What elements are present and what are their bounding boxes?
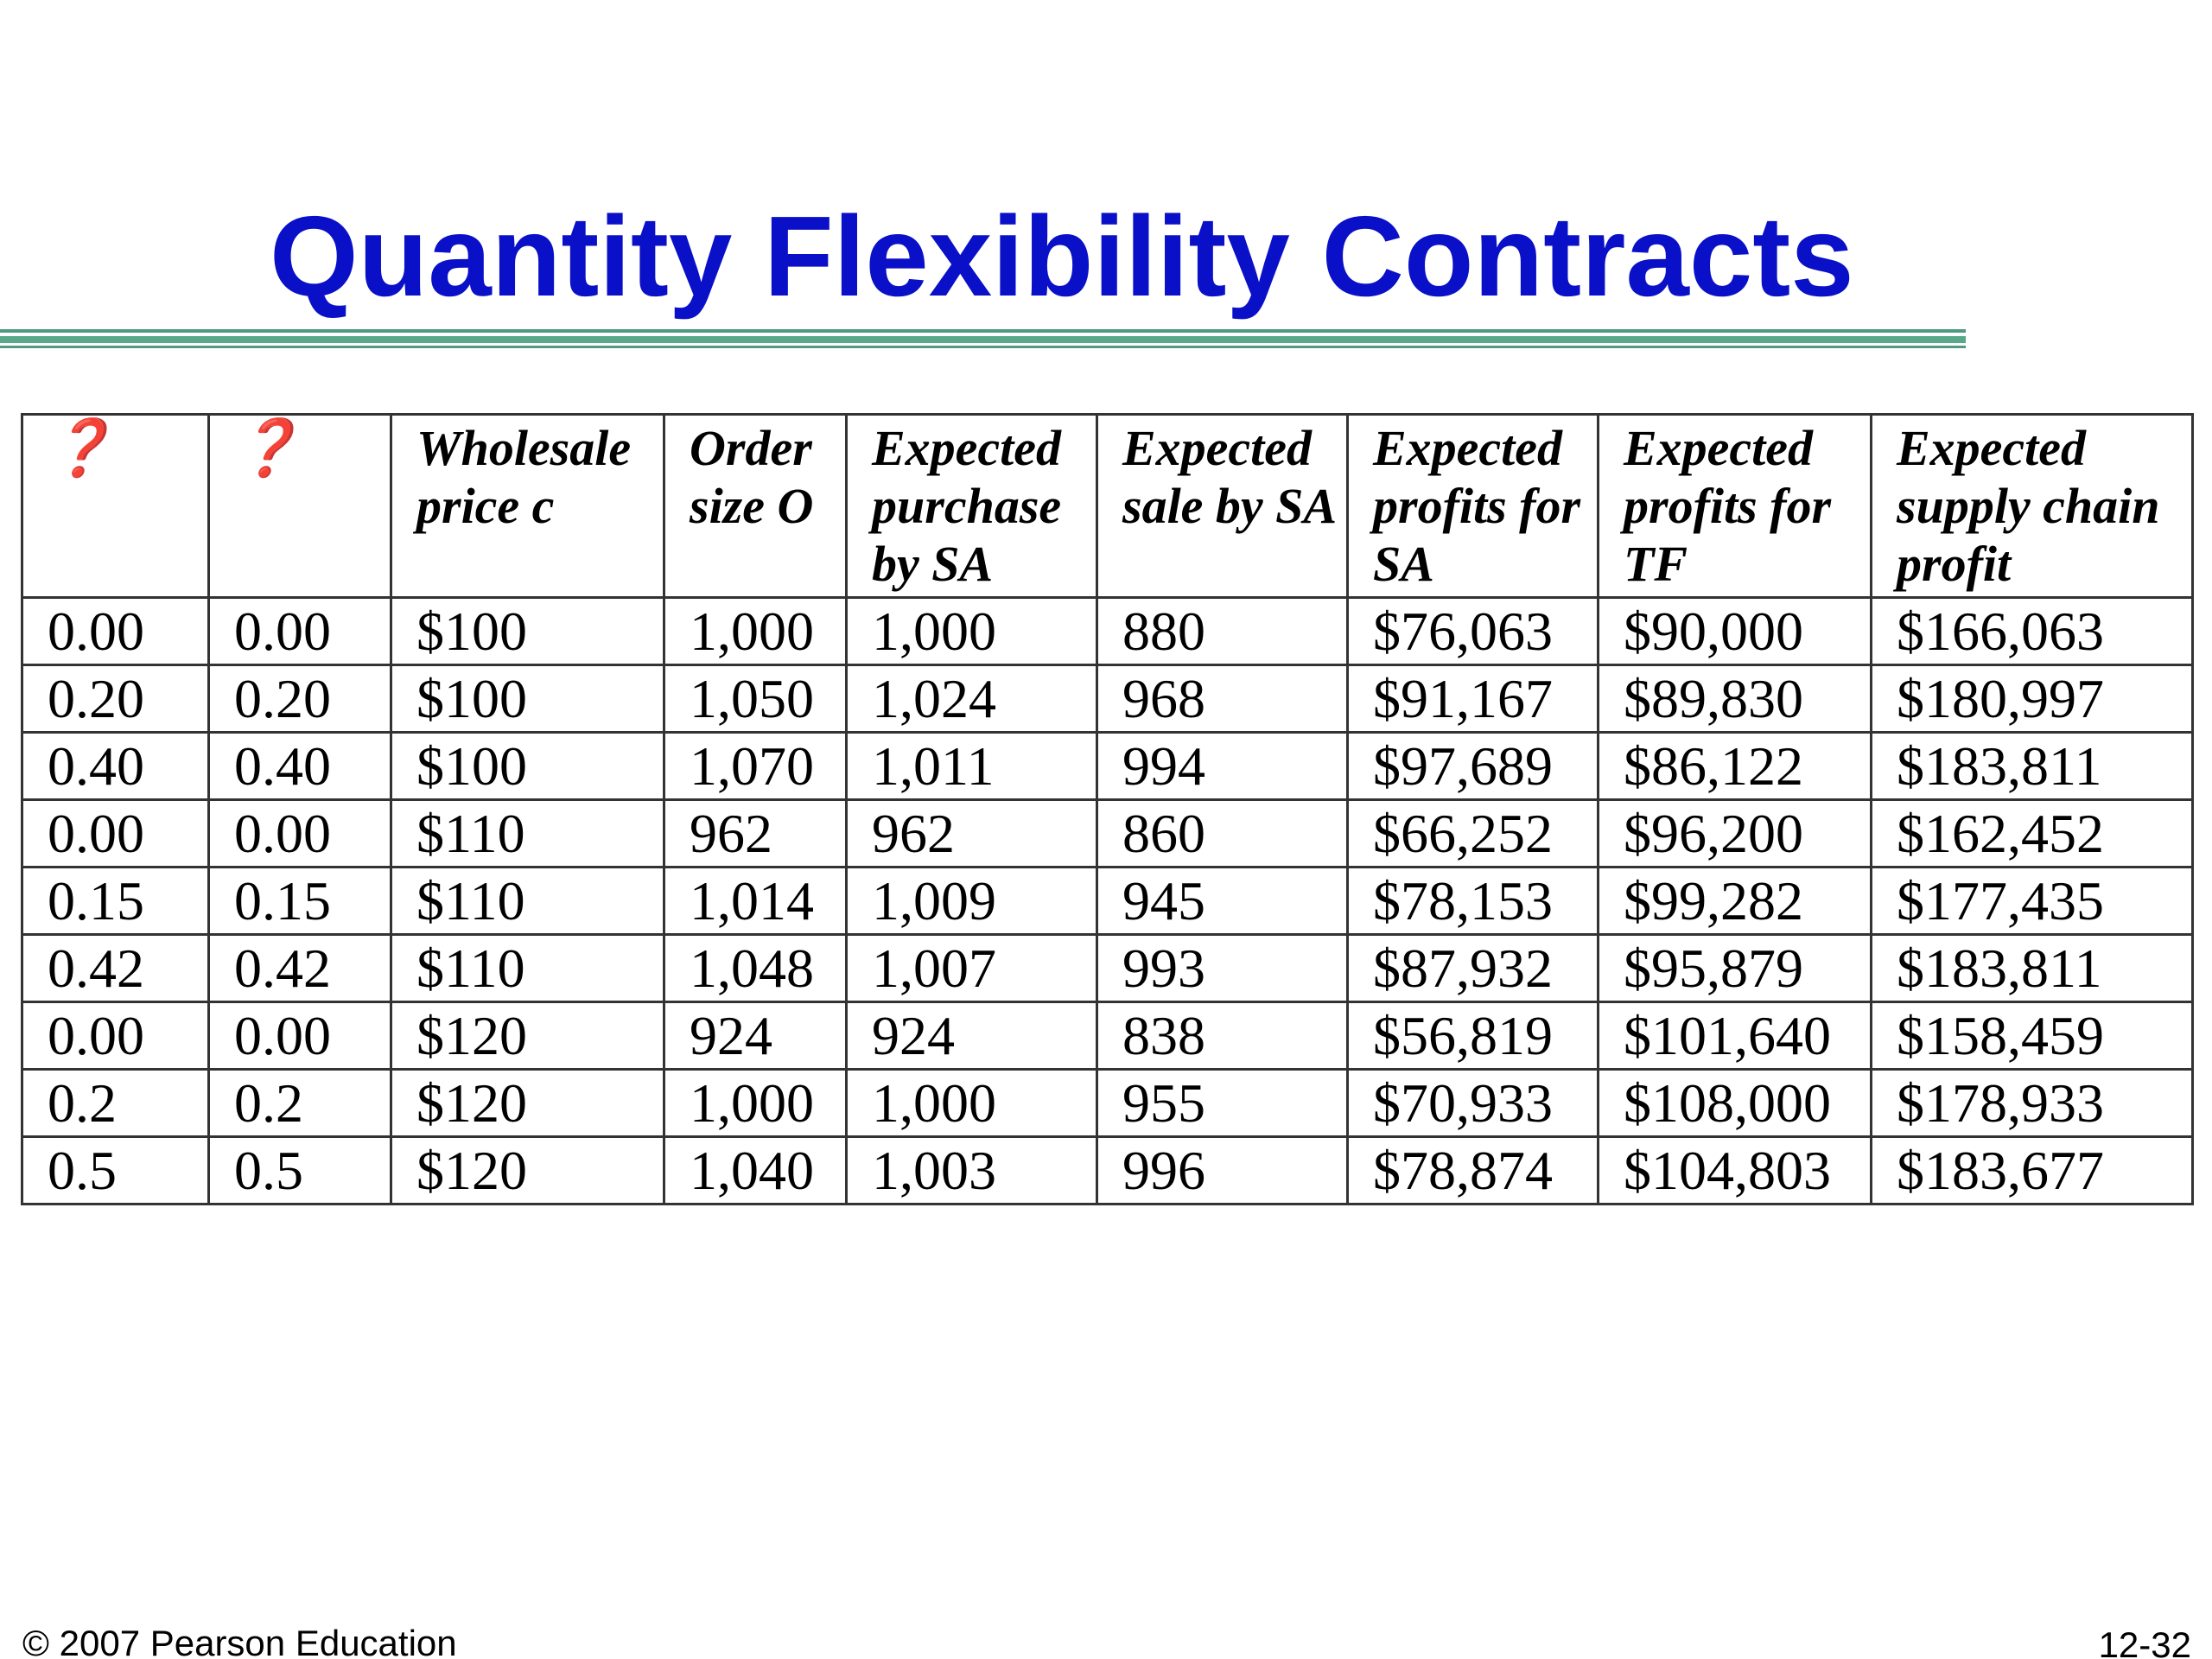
cell-beta: 0.42 [209,935,391,1002]
cell-wholesale-price: $100 [391,598,664,665]
cell-beta: 0.5 [209,1137,391,1205]
cell-order-size: 1,050 [664,665,847,733]
cell-profits-sa: $78,153 [1348,868,1599,935]
cell-profits-tf: $90,000 [1599,598,1872,665]
cell-alpha: 0.00 [22,598,209,665]
contract-results-table [21,413,2194,1205]
cell-expected-purchase: 1,003 [847,1137,1097,1205]
cell-supply-chain-profit: $180,997 [1872,665,2193,733]
cell-profits-tf: $95,879 [1599,935,1872,1002]
cell-beta: 0.40 [209,733,391,800]
table-row [22,800,2193,868]
cell-expected-sale: 996 [1097,1137,1348,1205]
cell-expected-sale: 968 [1097,665,1348,733]
cell-beta: 0.20 [209,665,391,733]
cell-profits-sa: $66,252 [1348,800,1599,868]
cell-expected-purchase: 1,000 [847,598,1097,665]
cell-profits-sa: $91,167 [1348,665,1599,733]
title-divider-line [0,336,1966,343]
cell-profits-sa: $87,932 [1348,935,1599,1002]
cell-order-size: 1,000 [664,598,847,665]
cell-profits-sa: $70,933 [1348,1070,1599,1137]
column-header-expected-sale: Expected sale by SA [1097,415,1348,598]
cell-beta: 0.00 [209,1002,391,1070]
cell-alpha: 0.2 [22,1070,209,1137]
title-divider-line [0,346,1966,348]
cell-wholesale-price: $120 [391,1070,664,1137]
cell-beta: 0.00 [209,598,391,665]
cell-expected-sale: 880 [1097,598,1348,665]
table-row [22,598,2193,665]
cell-wholesale-price: $120 [391,1002,664,1070]
cell-order-size: 1,040 [664,1137,847,1205]
cell-wholesale-price: $120 [391,1137,664,1205]
cell-alpha: 0.15 [22,868,209,935]
table-row [22,935,2193,1002]
cell-alpha: 0.40 [22,733,209,800]
cell-alpha: 0.20 [22,665,209,733]
table-row [22,868,2193,935]
table-row [22,665,2193,733]
cell-beta: 0.15 [209,868,391,935]
cell-expected-sale: 945 [1097,868,1348,935]
table-header-row [22,415,2193,598]
cell-supply-chain-profit: $177,435 [1872,868,2193,935]
cell-beta: 0.2 [209,1070,391,1137]
column-header-wholesale-price: Wholesale price c [391,415,664,598]
cell-order-size: 1,000 [664,1070,847,1137]
cell-expected-sale: 860 [1097,800,1348,868]
cell-expected-purchase: 924 [847,1002,1097,1070]
cell-wholesale-price: $100 [391,665,664,733]
cell-order-size: 962 [664,800,847,868]
cell-profits-tf: $108,000 [1599,1070,1872,1137]
cell-alpha: 0.00 [22,1002,209,1070]
cell-expected-purchase: 1,024 [847,665,1097,733]
cell-supply-chain-profit: $158,459 [1872,1002,2193,1070]
column-header-expected-purchase: Expected purchase by SA [847,415,1097,598]
cell-expected-purchase: 962 [847,800,1097,868]
slide-number: 12-32 [2098,1624,2191,1659]
column-header-beta: ❓ [209,415,391,598]
cell-profits-sa: $56,819 [1348,1002,1599,1070]
cell-order-size: 1,070 [664,733,847,800]
cell-supply-chain-profit: $166,063 [1872,598,2193,665]
cell-profits-sa: $78,874 [1348,1137,1599,1205]
table-row [22,1137,2193,1205]
cell-order-size: 924 [664,1002,847,1070]
cell-order-size: 1,048 [664,935,847,1002]
cell-alpha: 0.5 [22,1137,209,1205]
cell-profits-tf: $101,640 [1599,1002,1872,1070]
column-header-order-size: Order size O [664,415,847,598]
cell-profits-sa: $97,689 [1348,733,1599,800]
table-row [22,733,2193,800]
slide-title: Quantity Flexibility Contracts [270,193,1854,320]
cell-expected-sale: 994 [1097,733,1348,800]
cell-profits-sa: $76,063 [1348,598,1599,665]
cell-wholesale-price: $110 [391,800,664,868]
title-divider-line [0,329,1966,333]
cell-expected-purchase: 1,009 [847,868,1097,935]
cell-expected-sale: 993 [1097,935,1348,1002]
cell-supply-chain-profit: $178,933 [1872,1070,2193,1137]
cell-alpha: 0.42 [22,935,209,1002]
cell-alpha: 0.00 [22,800,209,868]
copyright-footer: © 2007 Pearson Education [22,1623,457,1659]
cell-expected-purchase: 1,011 [847,733,1097,800]
cell-wholesale-price: $110 [391,935,664,1002]
cell-supply-chain-profit: $162,452 [1872,800,2193,868]
cell-order-size: 1,014 [664,868,847,935]
cell-wholesale-price: $110 [391,868,664,935]
cell-expected-purchase: 1,007 [847,935,1097,1002]
table-row [22,1002,2193,1070]
cell-supply-chain-profit: $183,811 [1872,935,2193,1002]
table-body [22,598,2193,1205]
cell-expected-sale: 955 [1097,1070,1348,1137]
cell-profits-tf: $96,200 [1599,800,1872,868]
cell-profits-tf: $89,830 [1599,665,1872,733]
cell-beta: 0.00 [209,800,391,868]
cell-wholesale-price: $100 [391,733,664,800]
table-row [22,1070,2193,1137]
cell-profits-tf: $104,803 [1599,1137,1872,1205]
cell-supply-chain-profit: $183,811 [1872,733,2193,800]
column-header-profits-sa: Expected profits for SA [1348,415,1599,598]
cell-expected-sale: 838 [1097,1002,1348,1070]
cell-profits-tf: $86,122 [1599,733,1872,800]
column-header-alpha: ❓ [22,415,209,598]
column-header-profits-tf: Expected profits for TF [1599,415,1872,598]
cell-supply-chain-profit: $183,677 [1872,1137,2193,1205]
cell-expected-purchase: 1,000 [847,1070,1097,1137]
cell-profits-tf: $99,282 [1599,868,1872,935]
column-header-supply-chain-profit: Expected supply chain profit [1872,415,2193,598]
